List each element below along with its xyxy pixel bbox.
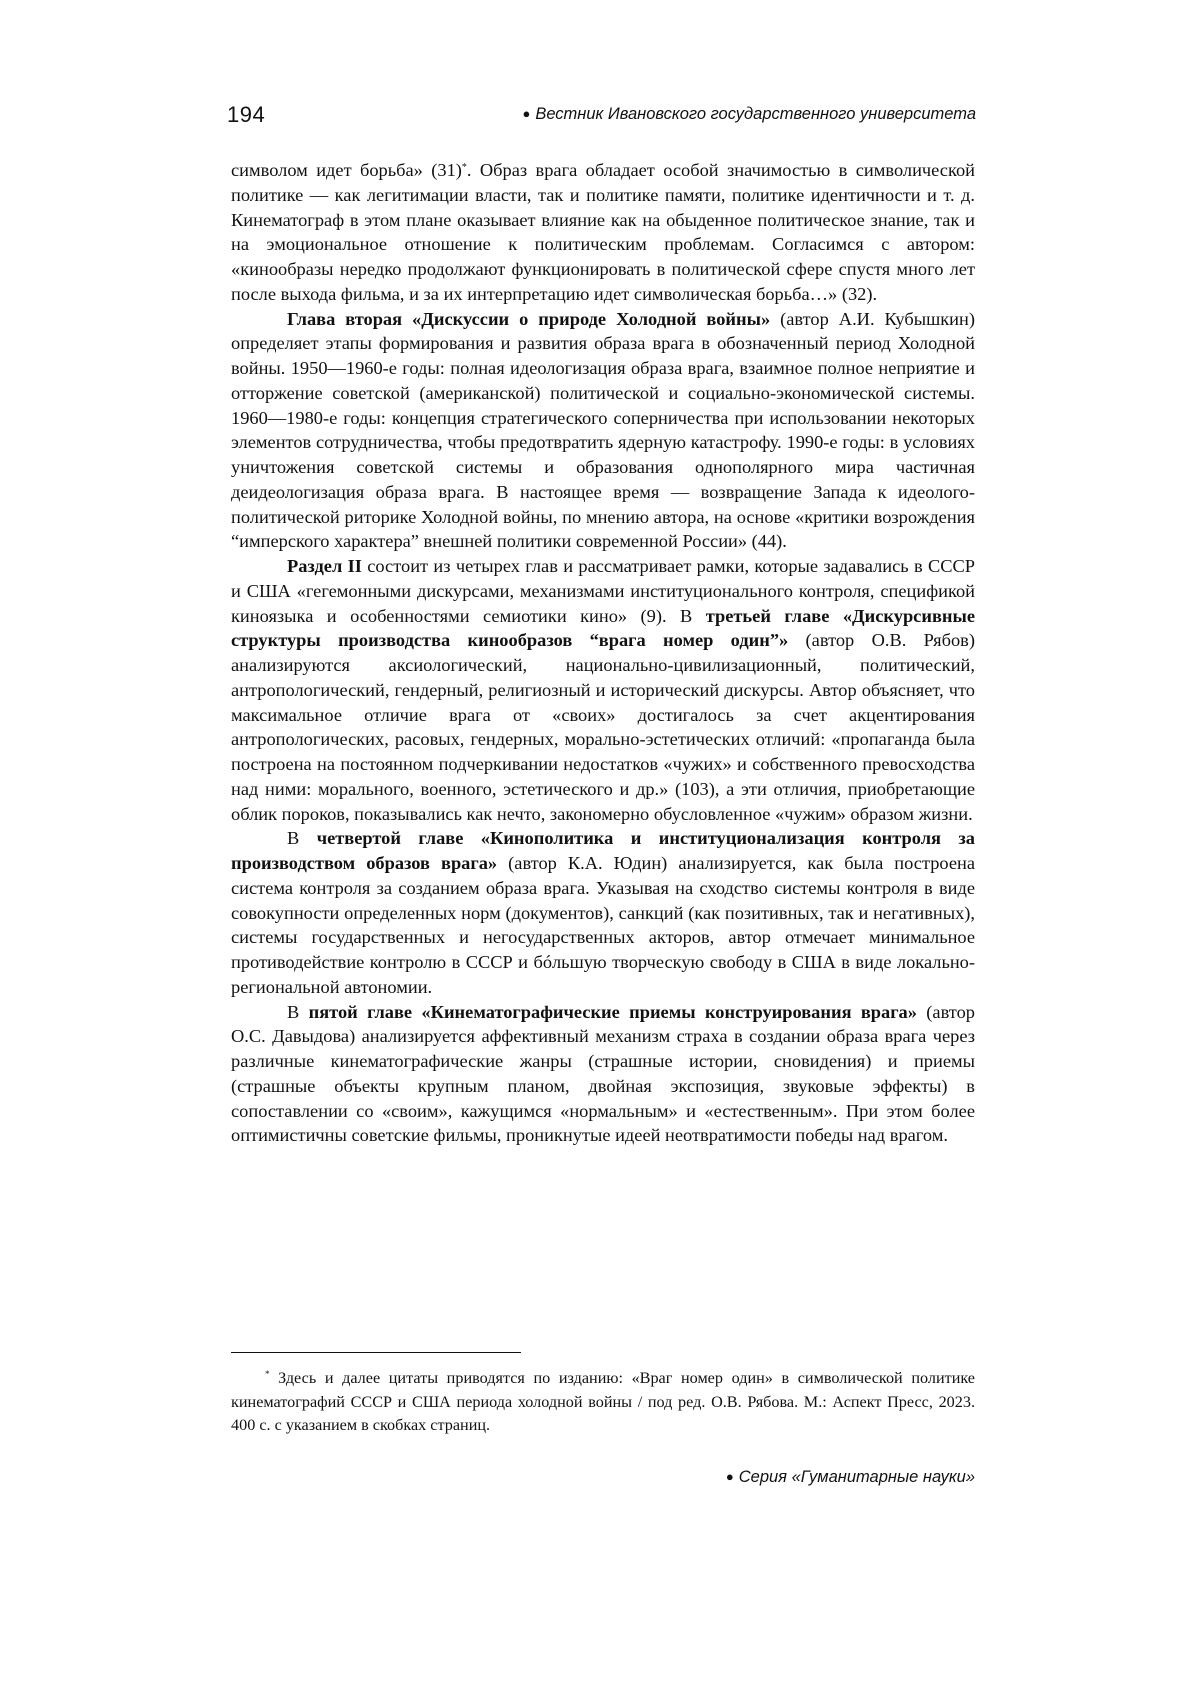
footnote (231, 1367, 975, 1438)
paragraph-2 (231, 307, 975, 555)
page-footer (726, 1468, 975, 1487)
footnote-reference: * (461, 162, 467, 173)
journal-title: Вестник Ивановского государственного университета (535, 105, 976, 123)
chapter-2-title: Глава вторая «Дискуссии о природе Холодной войны» (287, 308, 771, 329)
running-title (522, 105, 976, 124)
page-number: 194 (227, 102, 266, 127)
paragraph-text: (автор К.А. Юдин) анализируется, как была построена система контроля за созданием образа врага. Указывая на сходство системы контроля в виде совокупности определенных норм (документов), санкций (как позитивных, так и негативных), системы государственных и негосударственных акторов, автор отмечает минимальное противодействие контролю в СССР и бóльшую творческую свободу в США в виде локально-региональной автономии. (231, 853, 975, 997)
chapter-3-title: третьей главе «Дискурсивные структуры производства кинообразов “врага номер один”» (231, 605, 975, 651)
page-header (227, 100, 976, 132)
section-2-title: Раздел II (287, 556, 362, 576)
bullet-icon: ● (725, 1469, 734, 1484)
paragraph-5 (231, 1000, 975, 1149)
paragraph-text: . Образ врага обладает особой значимостью в символической политике — как легитимации власти, так и политике памяти, политике идентичности и т. д. Кинематограф в этом плане оказывает влияние как на обыденное политическое знание, так и на эмоциональное отношение к политическим проблемам. Согласимся с автором: «кинообразы нередко продолжают функционировать в политической сфере спустя много лет после выхода фильма, и за их интерпретацию идет символическая борьба…» (32). (231, 160, 975, 304)
series-title: Серия «Гуманитарные науки» (738, 1468, 975, 1486)
footnote-text: Здесь и далее цитаты приводятся по изданию: «Враг номер один» в символической политике кинематографий СССР и США периода холодной войны / под ред. О.В. Рябова. М.: Аспект Пресс, 2023. 400 с. с указанием в скобках страниц. (231, 1369, 975, 1434)
paragraph-text: символом идет борьба» (31) (231, 160, 462, 180)
paragraph-text: состоит из четырех глав и рассматривает рамки, которые задавались в СССР и США «гегемонными дискурсами, механизмами институционального контроля, спецификой киноязыка и особенностями семиотики кино» (9). В (231, 556, 975, 626)
paragraph-text: (автор О.В. Рябов) анализируются аксиологический, национально-цивилизационный, политический, антропологический, гендерный, религиозный и исторический дискурсы. Автор объясняет, что максимальное отличие врага от «своих» достигалось за счет акцентирования антропологических, расовых, гендерных, морально-эстетических отличий: «пропаганда была построена на постоянном подчеркивании недостатков «чужих» и собственного превосходства над ними: морального, военного, эстетического и др.» (103), а эти отличия, приобретающие облик пороков, показывались как нечто, закономерно обусловленное «чужим» образом жизни. (231, 630, 975, 824)
paragraph-1 (231, 158, 975, 307)
chapter-5-title: пятой главе «Кинематографические приемы конструирования врага» (308, 1001, 917, 1022)
footnote-divider (231, 1352, 521, 1353)
footnote-mark: * (265, 1369, 270, 1379)
paragraph-text: В (287, 828, 317, 849)
chapter-4-title: четвертой главе «Кинополитика и институционализация контроля за производством образов врага» (231, 828, 975, 873)
paragraph-text: (автор А.И. Кубышкин) определяет этапы формирования и развития образа врага в обозначенный период Холодной войны. 1950—1960-е годы: полная идеологизация образа врага, взаимное полное неприятие и отторжение советской (американской) политической и социально-экономической системы. 1960—1980-е годы: концепция стратегического соперничества при использовании некоторых элементов сотрудничества, чтобы предотвратить ядерную катастрофу. 1990-е годы: в условиях уничтожения советской системы и образования однополярного мира частичная деидеологизация образа врага. В настоящее время — возвращение Запада к идеолого-политической риторике Холодной войны, по мнению автора, на основе «критики возрождения “имперского характера” внешней политики современной России» (44). (231, 308, 975, 552)
paragraph-text: (автор О.С. Давыдова) анализируется аффективный механизм страха в создании образа врага через различные кинематографические жанры (страшные истории, сновидения) и приемы (страшные объекты крупным планом, двойная экспозиция, звуковые эффекты) в сопоставлении со «своим», кажущимся «нормальным» и «естественным». При этом более оптимистичны советские фильмы, проникнутые идеей неотвратимости победы над врагом. (231, 1001, 975, 1146)
bullet-icon: ● (522, 106, 531, 121)
article-body (231, 158, 975, 1148)
paragraph-4 (231, 826, 975, 999)
paragraph-text: В (287, 1001, 309, 1022)
paragraph-3 (231, 554, 975, 826)
